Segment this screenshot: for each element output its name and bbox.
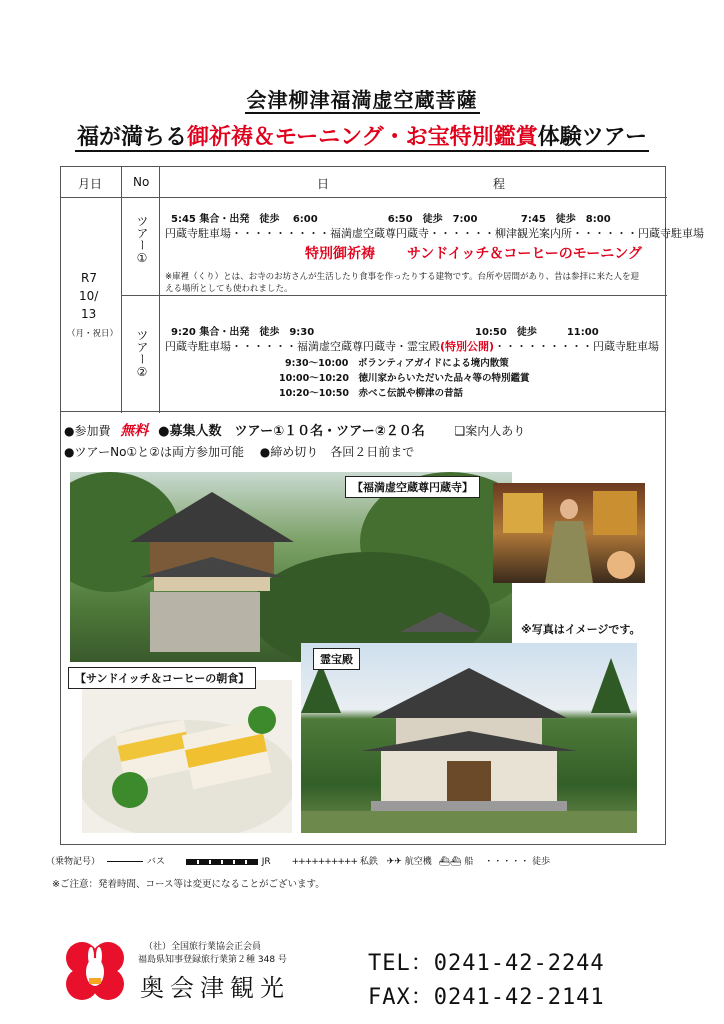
tour2-label: ツアー② — [135, 329, 149, 379]
breakfast-photo — [82, 680, 292, 833]
schedule-table — [60, 166, 704, 412]
treasure-hall-photo — [301, 643, 637, 833]
temple-label: 【福満虚空蔵尊円蔵寺】 — [345, 476, 480, 498]
tour1-note-1: ※庫裡（くり）とは、お寺のお坊さんが生活したり食事を作ったりする建物です。台所や居間があり、昔は参拝に来た人を迎 — [165, 272, 639, 282]
info-row-2 — [64, 443, 414, 460]
tour1-route: 円蔵寺駐車場・・・・・・・・・福満虚空蔵尊円蔵寺・・・・・・柳津観光案内所・・・・・・円蔵寺駐車場 — [165, 227, 704, 240]
temple-photo — [70, 472, 512, 662]
header-date: 月日 — [78, 177, 103, 191]
legend-ship: 船 — [464, 857, 474, 867]
breakfast-label: 【サンドイッチ＆コーヒーの朝食】 — [68, 667, 256, 689]
header-schedule-1: 日 — [317, 177, 330, 191]
tour2-line-2: 10:00～10:20 徳川家からいただいた品々等の特別鑑賞 — [279, 373, 530, 384]
plane-icon: ✈✈ — [386, 857, 402, 867]
company-name: 奥会津観光 — [140, 974, 290, 1002]
tour2-line-3: 10:20～10:50 赤べこ伝説や柳津の昔話 — [279, 388, 463, 399]
tour2-times-b: 10:50 徒歩 11:00 — [475, 327, 599, 338]
legend-walk: 徒歩 — [532, 857, 551, 867]
deadline-note: ●締め切り 各回２日前まで — [259, 445, 415, 459]
priest-illustration — [493, 483, 645, 583]
tour2-route: 円蔵寺駐車場・・・・・・福満虚空蔵尊円蔵寺・霊宝殿(特別公開)・・・・・・・・・円蔵寺駐車場 — [165, 340, 660, 353]
treasure-hall-illustration — [301, 643, 637, 833]
capacity: ●募集人数 ツアー①１０名・ツアー②２０名 — [158, 424, 425, 439]
rabbit-logo-icon — [62, 940, 126, 1000]
tel-number: TEL：0241-42-2244 — [368, 951, 605, 976]
fee-value: 無料 — [120, 423, 149, 439]
registration-number: 福島県知事登録旅行業第２種 348 号 — [138, 955, 287, 965]
legend-plane: 航空機 — [404, 857, 432, 867]
date-day: 13 — [81, 307, 97, 321]
association-member: （社）全国旅行業協会正会員 — [144, 942, 262, 952]
title-line-2: 福が満ちる御祈祷＆モーニング・お宝特別鑑賞体験ツアー — [76, 125, 648, 150]
tour1-label: ツアー① — [135, 215, 149, 265]
date-year: R7 — [81, 271, 97, 285]
sandwich-illustration — [82, 680, 292, 833]
tour2-times-a: 9:20 集合・出発 徒歩 9:30 — [171, 327, 315, 338]
prayer-photo — [493, 483, 645, 583]
ship-icon: ⛴⛴ — [438, 857, 462, 867]
header-no: No — [133, 175, 150, 189]
image-note: ※写真はイメージです。 — [521, 623, 641, 636]
tour2-line-1: 9:30～10:00 ボランティアガイドによる境内散策 — [285, 358, 509, 369]
header-schedule-2: 程 — [493, 177, 506, 191]
temple-illustration — [70, 472, 512, 662]
legend-private: 私鉄 — [359, 857, 378, 867]
both-tours-note: ●ツアーNo①と②は両方参加可能 — [64, 445, 244, 459]
legend-jr: JR — [261, 857, 271, 867]
tour1-special-prayer: 特別御祈祷 — [305, 246, 375, 262]
treasure-hall-label: 霊宝殿 — [313, 648, 360, 670]
date-weekday: （月・祝日） — [67, 329, 119, 339]
caution-note: ※ご注意：発着時間、コース等は変更になることがございます。 — [52, 879, 325, 890]
tour1-note-2: える場所としても使われました。 — [165, 284, 293, 294]
date-month: 10/ — [79, 289, 99, 303]
info-row-1: ●参加費 無料 ●募集人数 ツアー①１０名・ツアー②２０名 ❑案内人あり — [64, 423, 526, 439]
guide-note: ❑案内人あり — [454, 424, 526, 438]
vehicle-legend: （乗物記号） バス JR ++++++++++ 私鉄 ✈✈ 航空機 ⛴⛴ 船 ・・・・・ 徒歩 — [46, 857, 551, 867]
fax-number: FAX：0241-42-2141 — [368, 985, 605, 1010]
legend-bus: バス — [146, 857, 165, 867]
company-logo — [62, 940, 126, 1000]
tour1-times: 5:45 集合・出発 徒歩 6:00 6:50 徒歩 7:00 7:45 徒歩 8:00 — [171, 214, 611, 225]
title-line-1: 会津柳津福満虚空蔵菩薩 — [246, 88, 478, 112]
tour1-special-morning: サンドイッチ＆コーヒーのモーニング — [407, 246, 642, 262]
